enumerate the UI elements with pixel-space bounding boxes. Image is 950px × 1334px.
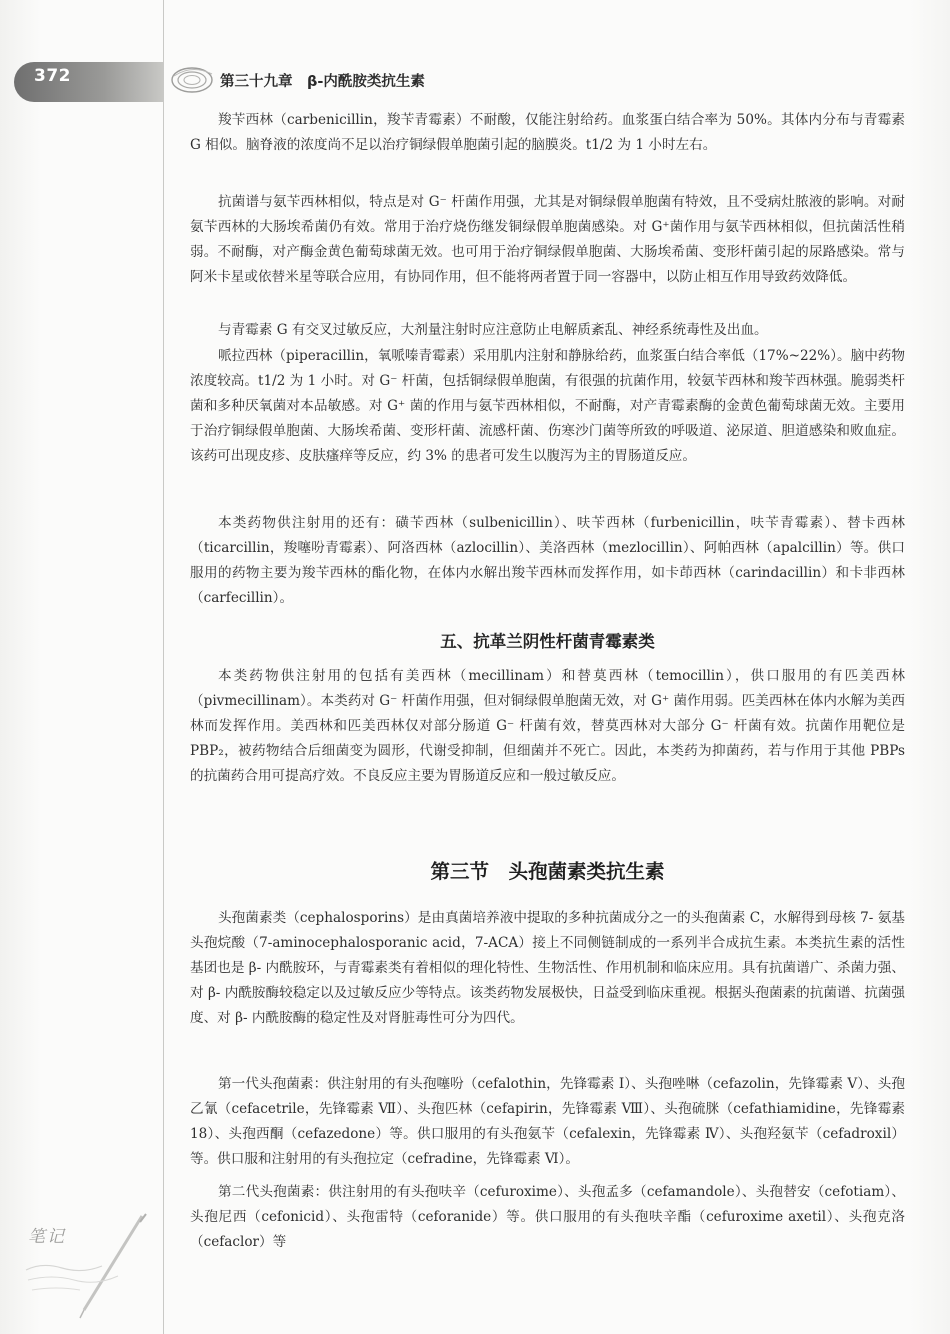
paragraph-injection-drugs: 本类药物供注射用的还有：磺苄西林（sulbenicillin）、呋苄西林（furbenicillin，呋苄青霉素）、替卡西林（ticarcillin，羧噻吩青霉素）、阿洛西林（azlocillin）、美洛西林（mezlocillin）、阿帕西林（apalcillin）等。供口服用的药物主要为羧苄西林的酯化物，在体内水解出羧苄西林而发挥作用，如卡茚西林（carindacillin）和卡非西林（carfecillin）。 [190, 515, 905, 606]
paragraph-carbenicillin: 羧苄西林（carbenicillin，羧苄青霉素）不耐酸，仅能注射给药。血浆蛋白结合率为 50%。其体内分布与青霉素 G 相似。脑脊液的浓度尚不足以治疗铜绿假单胞菌引起的脑膜炎。t1/2 为 1 小时左右。 [190, 112, 905, 153]
paragraph-piperacillin: 哌拉西林（piperacillin，氧哌嗪青霉素）采用肌内注射和静脉给药，血浆蛋白结合率低（17%~22%）。脑中药物浓度较高。t1/2 为 1 小时。对 G⁻ 杆菌，包括铜绿假单胞菌，有很强的抗菌作用，较氨苄西林和羧苄西林强。脆弱类杆菌和多种厌氧菌对本品敏感。对 G⁺ 菌的作用与氨苄西林相似，不耐酶，对产青霉素酶的金黄色葡萄球菌无效。主要用于治疗铜绿假单胞菌、大肠埃希菌、变形杆菌、流感杆菌、伤寒沙门菌等所致的呼吸道、泌尿道、胆道感染和败血症。该药可出现皮疹、皮肤瘙痒等反应，约 3% 的患者可发生以腹泻为主的胃肠道反应。 [190, 348, 905, 464]
margin-rule [163, 0, 164, 1334]
scribble-decoration [22, 1240, 132, 1300]
paragraph-cephalosporins-intro: 头孢菌素类（cephalosporins）是由真菌培养液中提取的多种抗菌成分之一的头孢菌素 C，水解得到母核 7- 氨基头孢烷酸（7-aminocephalosporanic acid，7-ACA）接上不同侧链制成的一系列半合成抗生素。本类抗生素的活性基团也是 β- 内酰胺环，与青霉素类有着相似的理化特性、生物活性、作用机制和临床应用。具有抗菌谱广、杀菌力强、对 β- 内酰胺酶较稳定以及过敏反应少等特点。该类药物发展极快，日益受到临床重视。根据头孢菌素的抗菌谱、抗菌强度、对 β- 内酰胺酶的稳定性及对肾脏毒性可分为四代。 [190, 910, 905, 1026]
section-heading-gram-negative: 五、抗革兰阴性杆菌青霉素类 [440, 632, 655, 651]
paragraph-spectrum: 抗菌谱与氨苄西林相似，特点是对 G⁻ 杆菌作用强，尤其是对铜绿假单胞菌有特效，且不受病灶脓液的影响。对耐氨苄西林的大肠埃希菌仍有效。常用于治疗烧伤继发铜绿假单胞菌感染。对 G⁺菌作用与氨苄西林相似，但抗菌活性稍弱。不耐酶，对产酶金黄色葡萄球菌无效。也可用于治疗铜绿假单胞菌、大肠埃希菌、变形杆菌引起的尿路感染。常与阿米卡星或依替米星等联合应用，有协同作用，但不能将两者置于同一容器中，以防止相互作用导致药效降低。 [190, 194, 905, 285]
node-heading-cephalosporins: 第三节 头孢菌素类抗生素 [430, 860, 665, 883]
notes-label: 笔记 [28, 1227, 66, 1247]
paragraph-mecillinam: 本类药物供注射用的包括有美西林（mecillinam）和替莫西林（temocillin），供口服用的有匹美西林（pivmecillinam）。本类药对 G⁻ 杆菌作用强，但对铜绿假单胞菌无效，对 G⁺ 菌作用弱。匹美西林在体内水解为美西林而发挥作用。美西林和匹美西林仅对部分肠道 G⁻ 杆菌有效，替莫西林对大部分 G⁻ 杆菌有效。抗菌作用靶位是 PBP₂，被药物结合后细菌变为圆形，代谢受抑制，但细菌并不死亡。因此，本类药为抑菌药，若与作用于其他 PBPs 的抗菌药合用可提高疗效。不良反应主要为胃肠道反应和一般过敏反应。 [190, 668, 905, 784]
paragraph-second-generation: 第二代头孢菌素：供注射用的有头孢呋辛（cefuroxime）、头孢孟多（cefamandole）、头孢替安（cefotiam）、头孢尼西（cefonicid）、头孢雷特（ceforanide）等。供口服用的有头孢呋辛酯（cefuroxime axetil）、头孢克洛（cefaclor）等 [190, 1184, 905, 1250]
chapter-title: 第三十九章 β-内酰胺类抗生素 [220, 74, 425, 90]
paragraph-first-generation: 第一代头孢菌素：供注射用的有头孢噻吩（cefalothin，先锋霉素 Ⅰ）、头孢唑啉（cefazolin，先锋霉素 Ⅴ）、头孢乙氰（cefacetrile，先锋霉素 Ⅶ）、头孢匹林（cefapirin，先锋霉素 Ⅷ）、头孢硫脒（cefathiamidine，先锋霉素 18）、头孢西酮（cefazedone）等。供口服用的有头孢氨苄（cefalexin，先锋霉素 Ⅳ）、头孢羟氨苄（cefadroxil）等。供口服和注射用的有头孢拉定（cefradine，先锋霉素 Ⅵ）。 [190, 1076, 905, 1167]
paragraph-allergy: 与青霉素 G 有交叉过敏反应，大剂量注射时应注意防止电解质紊乱、神经系统毒性及出血。 [218, 322, 768, 338]
swirl-logo-icon [168, 62, 216, 96]
page-number: 372 [34, 66, 71, 86]
